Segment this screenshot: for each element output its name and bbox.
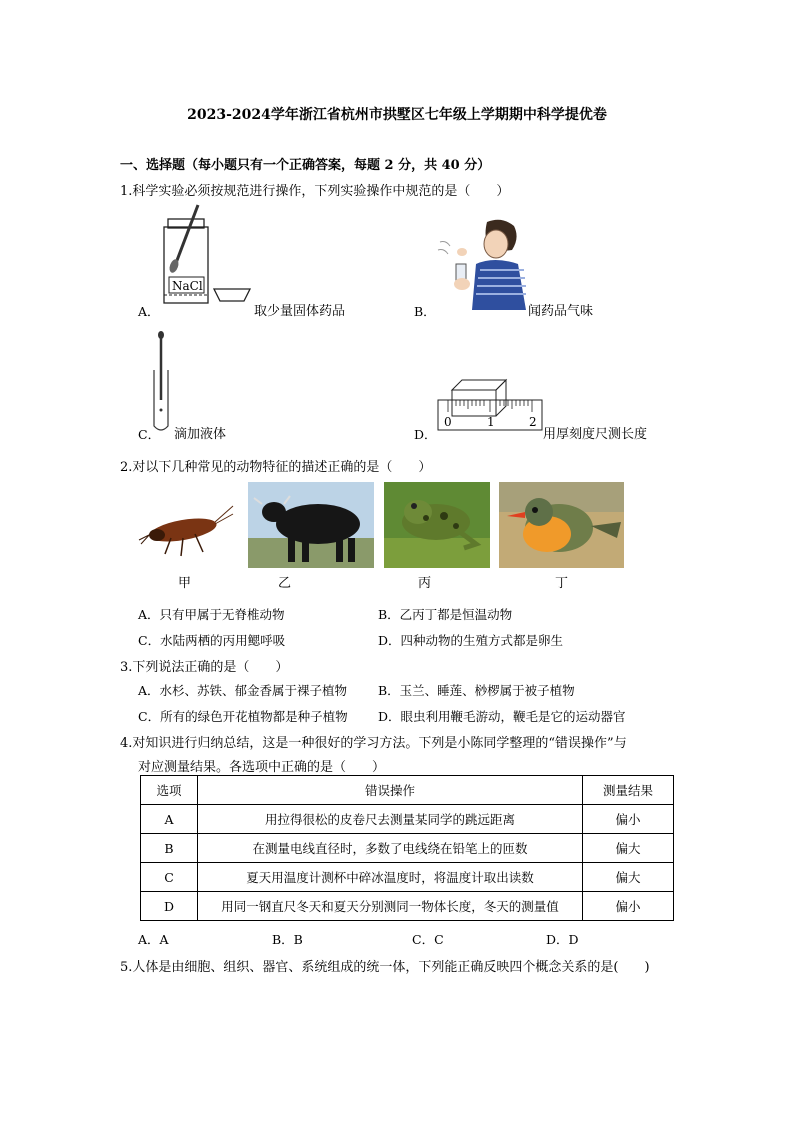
ruler-tick-0: 0	[444, 415, 452, 429]
row-operation: 在测量电线直径时，多数了电线绕在铅笔上的匝数	[198, 834, 583, 863]
ruler-figure	[434, 376, 546, 434]
question-4-stem-line1: 4.对知识进行归纳总结，这是一种很好的学习方法。下列是小陈同学整理的“错误操作”与	[120, 736, 627, 751]
block-front	[452, 390, 496, 416]
ruler-tick-2: 2	[529, 415, 537, 429]
q2-option-c: C．水陆两栖的丙用鳃呼吸	[138, 633, 286, 648]
cockroach-photo	[137, 500, 235, 560]
dropper-figure	[150, 330, 176, 438]
row-operation: 夏天用温度计测杯中碎冰温度时，将温度计取出读数	[198, 863, 583, 892]
face	[484, 230, 508, 258]
q2-option-d: D．四种动物的生殖方式都是卵生	[378, 633, 564, 648]
page-title: 2023-2024学年浙江省杭州市拱墅区七年级上学期期中科学提优卷	[187, 107, 607, 123]
q3-option-d: D．眼虫利用鞭毛游动，鞭毛是它的运动器官	[378, 709, 626, 724]
animal-label-yi: 乙	[278, 576, 292, 591]
table-header-row	[141, 776, 674, 805]
question-4-stem-line2: 对应测量结果。各选项中正确的是（ ）	[138, 760, 386, 775]
q1-option-d-caption: 用厚刻度尺测长度	[543, 427, 648, 442]
reagent-bottle-figure	[158, 203, 254, 315]
row-option: B	[141, 834, 198, 863]
row-result: 偏小	[583, 805, 674, 834]
row-option: A	[141, 805, 198, 834]
q4-option-c: C．C	[412, 932, 444, 947]
block-side	[496, 380, 506, 416]
question-3-stem: 3.下列说法正确的是（ ）	[120, 660, 289, 675]
q1-option-c-caption: 滴加液体	[174, 427, 227, 442]
question-5-stem: 5.人体是由细胞、组织、器官、系统组成的统一体，下列能正确反映四个概念关系的是( )	[120, 960, 650, 975]
table-row	[141, 892, 674, 921]
table-row	[141, 805, 674, 834]
animal-label-jia: 甲	[178, 576, 192, 591]
animal-label-bing: 丙	[418, 576, 432, 591]
question-1-stem: 1.科学实验必须按规范进行操作，下列实验操作中规范的是（ ）	[120, 184, 510, 199]
animal-label-ding: 丁	[555, 576, 569, 591]
q4-option-d: D．D	[546, 932, 579, 947]
question-2-stem: 2.对以下几种常见的动物特征的描述正确的是（ ）	[120, 460, 432, 475]
spatula	[176, 205, 198, 263]
ruler-tick-1: 1	[487, 415, 495, 429]
dropper-bulb	[158, 331, 164, 339]
table-row	[141, 863, 674, 892]
watch-glass-dish	[214, 289, 250, 301]
q2-option-a: A．只有甲属于无脊椎动物	[138, 607, 285, 622]
measurement-table	[140, 775, 674, 921]
table-row	[141, 834, 674, 863]
row-result: 偏大	[583, 863, 674, 892]
row-option: D	[141, 892, 198, 921]
bull-photo	[248, 482, 374, 568]
q1-option-c-letter: C．	[138, 427, 161, 442]
q2-option-b: B．乙丙丁都是恒温动物	[378, 607, 513, 622]
q3-option-a: A．水杉、苏铁、郁金香属于裸子植物	[138, 683, 348, 698]
q4-option-b: B．B	[272, 932, 303, 947]
q1-option-b-letter: B．	[414, 304, 436, 319]
q1-option-d-letter: D．	[414, 427, 437, 442]
q1-option-a-caption: 取少量固体药品	[254, 304, 346, 319]
header-result: 测量结果	[583, 776, 674, 805]
row-operation: 用拉得很松的皮卷尺去测量某同学的跳远距离	[198, 805, 583, 834]
ruler-ticks	[448, 400, 532, 412]
hand	[454, 278, 470, 290]
section-heading: 一、选择题（每小题只有一个正确答案，每题 2 分，共 40 分）	[120, 158, 491, 173]
q4-option-a: A．A	[138, 932, 169, 947]
row-result: 偏大	[583, 834, 674, 863]
q1-option-a-letter: A．	[138, 304, 160, 319]
q3-option-b: B．玉兰、睡莲、桫椤属于被子植物	[378, 683, 575, 698]
header-error-operation: 错误操作	[198, 776, 583, 805]
q1-option-b-caption: 闻药品气味	[528, 304, 594, 319]
bottle-label: NaCl	[172, 279, 203, 293]
header-option: 选项	[141, 776, 198, 805]
q3-option-c: C．所有的绿色开花植物都是种子植物	[138, 709, 348, 724]
bird-photo	[499, 482, 624, 568]
smelling-boy-figure	[432, 212, 530, 312]
row-result: 偏小	[583, 892, 674, 921]
frog-photo	[384, 482, 490, 568]
wafting-lines	[438, 242, 450, 255]
row-operation: 用同一钢直尺冬天和夏天分别测同一物体长度，冬天的测量值	[198, 892, 583, 921]
row-option: C	[141, 863, 198, 892]
